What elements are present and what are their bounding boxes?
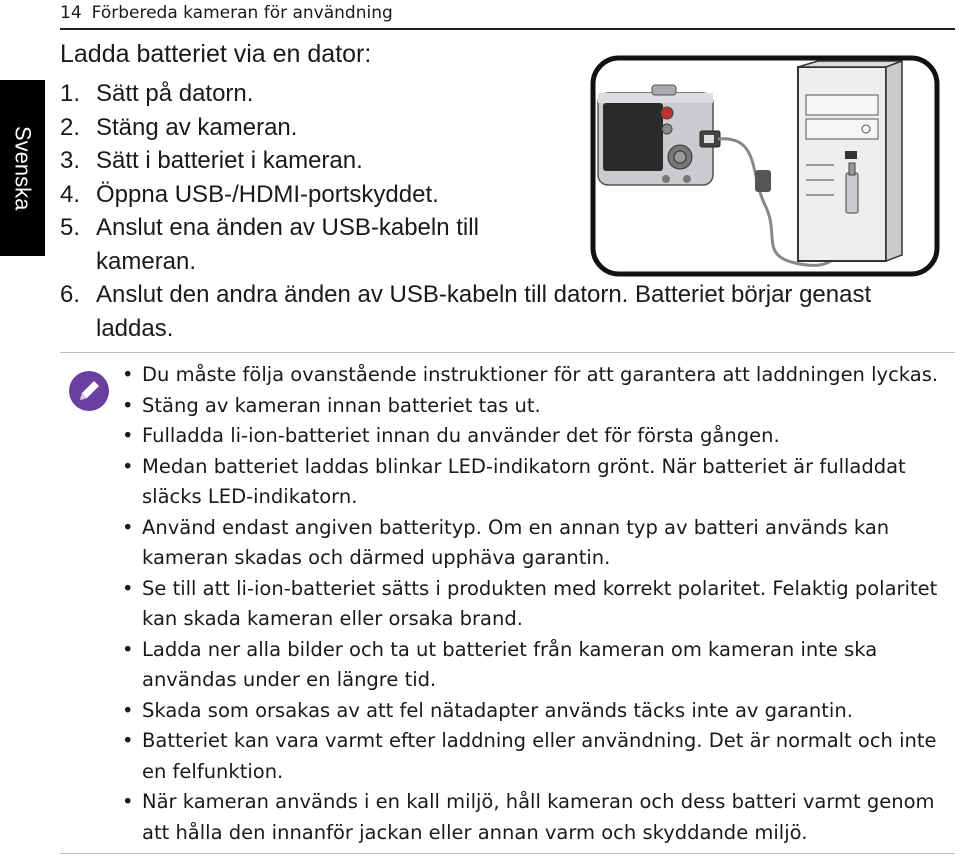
page-header	[60, 2, 955, 30]
language-tab	[0, 80, 45, 256]
camera-usb-computer-illustration	[590, 55, 940, 277]
notes-top-divider	[60, 352, 955, 353]
note-item: • Använd endast angiven batterityp. Om en annan typ av batteri används kan kameran skadas och därmed upphäva garantin.	[120, 513, 950, 574]
notes-list	[120, 360, 950, 848]
note-item: • Batteriet kan vara varmt efter laddning eller användning. Det är normalt och inte en felfunktion.	[120, 726, 950, 787]
note-item: • Se till att li-ion-batteriet sätts i produkten med korrekt polaritet. Felaktig polaritet kan skada kameran eller orsaka brand.	[120, 574, 950, 635]
step-item: 1. Sätt på datorn.	[60, 80, 254, 107]
step-item: 5. Anslut ena änden av USB-kabeln till kameran.	[60, 214, 479, 275]
chapter-title: Förbereda kameran för användning	[91, 3, 393, 23]
step-item: 6. Anslut den andra änden av USB-kabeln till datorn. Batteriet börjar genast laddas.	[60, 281, 872, 342]
section-title: Ladda batteriet via en dator:	[60, 40, 372, 68]
step-item: 2. Stäng av kameran.	[60, 113, 298, 141]
language-label: Svenska	[10, 125, 36, 211]
note-item: • När kameran används i en kall miljö, håll kameran och dess batteri varmt genom att hålla den innanför jackan eller annan varm och skyddande miljö.	[120, 787, 950, 848]
step-item: 4. Öppna USB-/HDMI-portskyddet.	[60, 180, 439, 208]
step-item: 3. Sätt i batteriet i kameran.	[60, 147, 363, 174]
note-item: • Medan batteriet laddas blinkar LED-indikatorn grönt. När batteriet är fulladdat släcks LED-indikatorn.	[120, 452, 950, 513]
note-item: • Ladda ner alla bilder och ta ut batteriet från kameran om kameran inte ska användas under en längre tid.	[120, 635, 950, 696]
page-number: 14	[60, 3, 82, 23]
note-item: • Fulladda li-ion-batteriet innan du använder det för första gången.	[120, 421, 950, 452]
note-item: • Skada som orsakas av att fel nätadapter används täcks inte av garantin.	[120, 696, 950, 727]
note-item: • Stäng av kameran innan batteriet tas ut.	[120, 391, 950, 422]
note-item: • Du måste följa ovanstående instruktioner för att garantera att laddningen lyckas.	[120, 360, 950, 391]
pencil-icon	[68, 370, 110, 412]
notes-bottom-divider	[60, 853, 955, 854]
